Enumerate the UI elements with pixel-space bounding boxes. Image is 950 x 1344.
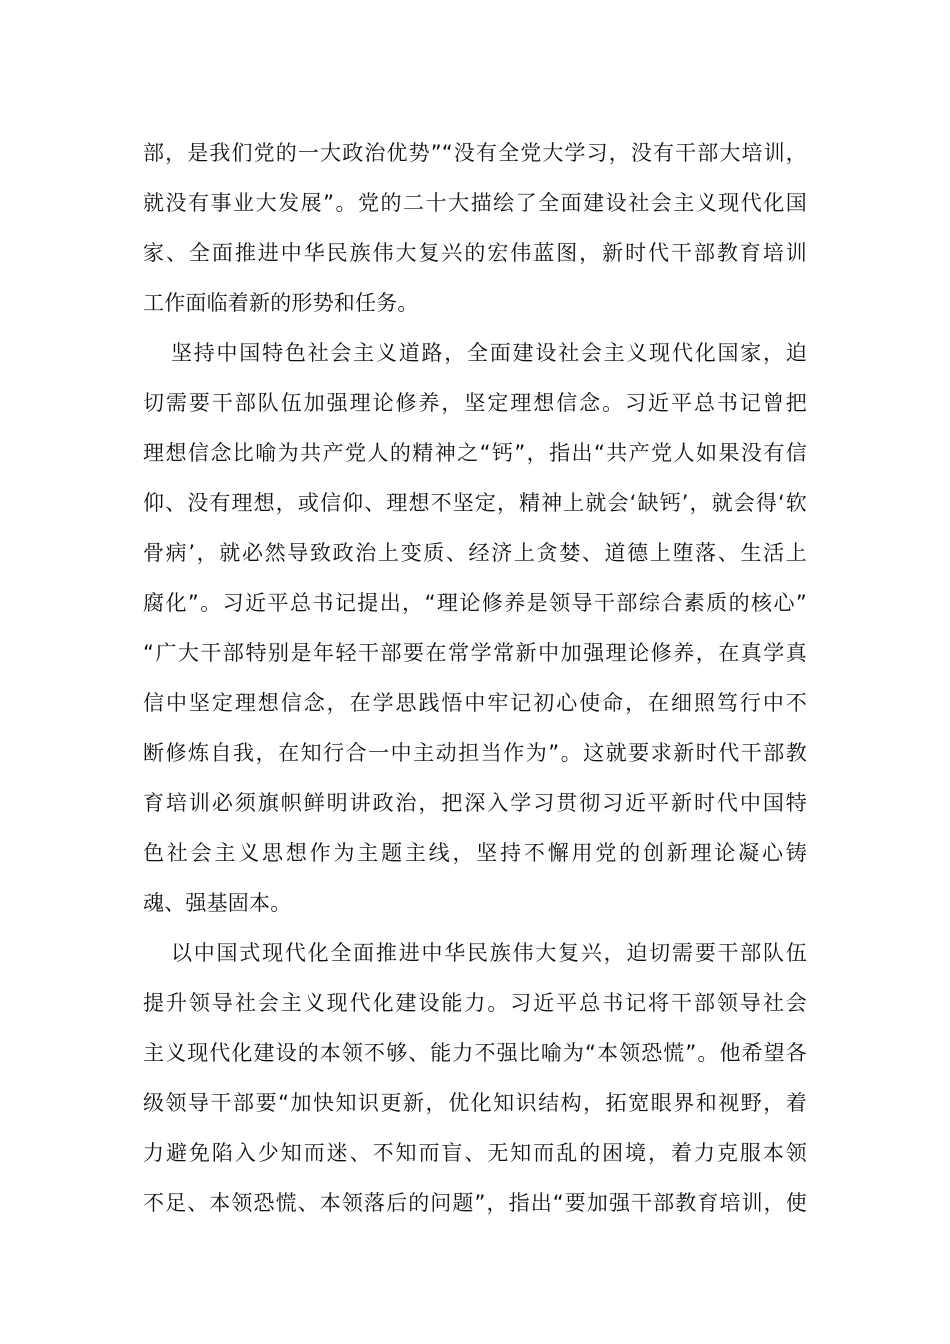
text-line: 不足、本领恐慌、本领落后的问题”，指出“要加强干部教育培训，使	[143, 1191, 807, 1215]
text-line: 断修炼自我，在知行合一中主动担当作为”。这就要求新时代干部教	[143, 741, 807, 765]
text-line: 色社会主义思想作为主题主线，坚持不懈用党的创新理论凝心铸	[143, 841, 807, 865]
text-line: 信中坚定理想信念，在学思践悟中牢记初心使命，在细照笃行中不	[143, 691, 807, 715]
text-line: 仰、没有理想，或信仰、理想不坚定，精神上就会‘缺钙’，就会得‘软	[143, 491, 807, 515]
text-line: 理想信念比喻为共产党人的精神之“钙”，指出“共产党人如果没有信	[143, 441, 807, 465]
text-line: 提升领导社会主义现代化建设能力。习近平总书记将干部领导社会	[143, 991, 807, 1015]
document-body	[143, 128, 807, 1228]
text-line: 就没有事业大发展”。党的二十大描绘了全面建设社会主义现代化国	[143, 191, 807, 215]
paragraph	[143, 328, 807, 928]
text-line: 力避免陷入少知而迷、不知而盲、无知而乱的困境，着力克服本领	[143, 1141, 807, 1165]
text-line: 以中国式现代化全面推进中华民族伟大复兴，迫切需要干部队伍	[171, 941, 807, 965]
text-line: 骨病’，就必然导致政治上变质、经济上贪婪、道德上堕落、生活上	[143, 541, 807, 565]
text-line: 腐化”。习近平总书记提出，“理论修养是领导干部综合素质的核心”	[143, 591, 807, 615]
text-line: 切需要干部队伍加强理论修养，坚定理想信念。习近平总书记曾把	[143, 391, 807, 415]
text-line: 部，是我们党的一大政治优势”“没有全党大学习，没有干部大培训，	[143, 141, 807, 165]
text-line: 主义现代化建设的本领不够、能力不强比喻为“本领恐慌”。他希望各	[143, 1041, 807, 1065]
text-line: 魂、强基固本。	[143, 891, 292, 915]
text-line: 级领导干部要“加快知识更新，优化知识结构，拓宽眼界和视野，着	[143, 1091, 807, 1115]
paragraph	[143, 128, 807, 328]
text-line: 坚持中国特色社会主义道路，全面建设社会主义现代化国家，迫	[171, 341, 807, 365]
text-line: 工作面临着新的形势和任务。	[143, 291, 419, 315]
text-line: “广大干部特别是年轻干部要在常学常新中加强理论修养，在真学真	[143, 641, 807, 665]
text-line: 家、全面推进中华民族伟大复兴的宏伟蓝图，新时代干部教育培训	[143, 241, 807, 265]
text-line: 育培训必须旗帜鲜明讲政治，把深入学习贯彻习近平新时代中国特	[143, 791, 807, 815]
paragraph	[143, 928, 807, 1228]
